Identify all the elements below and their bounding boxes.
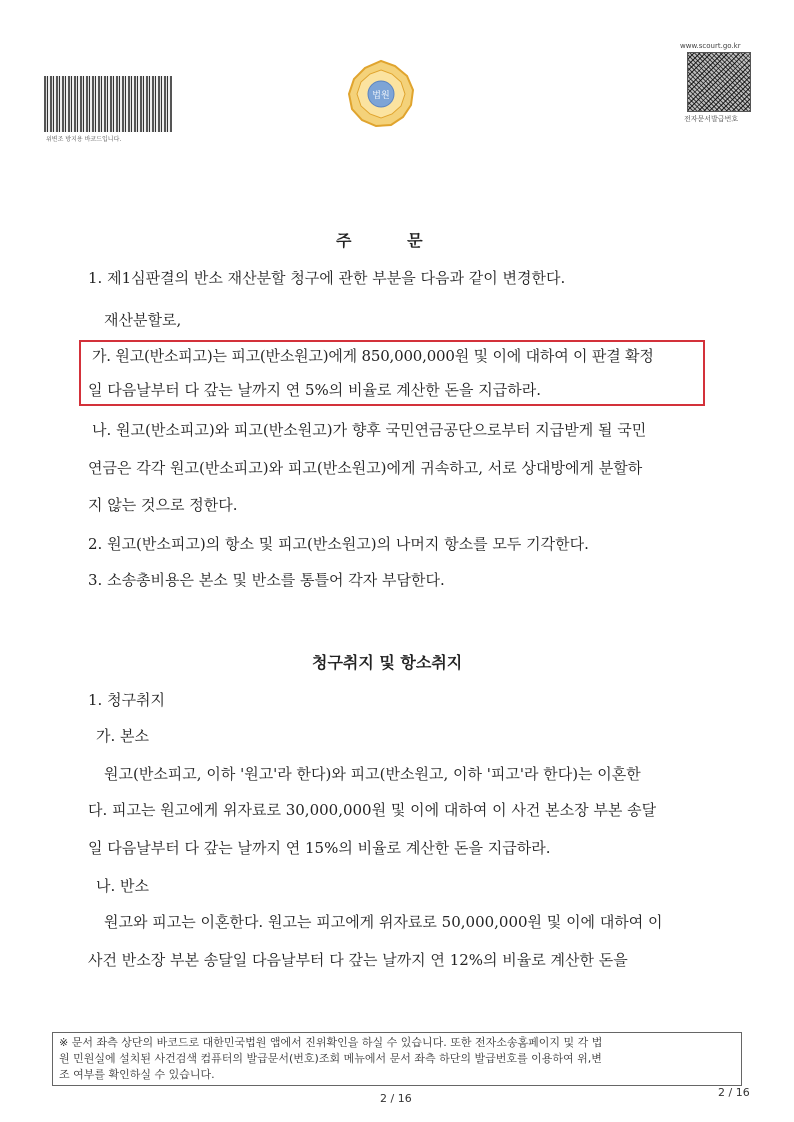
- ruling-line-3: 가. 원고(반소피고)는 피고(반소원고)에게 850,000,000원 및 이에 대하여 이 판결 확정: [92, 347, 654, 365]
- ruling-line-8: 2. 원고(반소피고)의 항소 및 피고(반소원고)의 나머지 항소를 모두 기각한다.: [88, 535, 589, 553]
- ruling-line-1: 1. 제1심판결의 반소 재산분할 청구에 관한 부분을 다음과 같이 변경한다.: [88, 269, 566, 287]
- ruling-line-4: 일 다음날부터 다 갚는 날까지 연 5%의 비율로 계산한 돈을 지급하라.: [88, 381, 541, 399]
- ruling-line-9: 3. 소송총비용은 본소 및 반소를 통틀어 각자 부담한다.: [88, 571, 445, 589]
- ruling-line-2: 재산분할로,: [104, 311, 182, 329]
- claims-line-7: 원고와 피고는 이혼한다. 원고는 피고에게 위자료로 50,000,000원 및 이에 대하여 이: [104, 913, 663, 931]
- seal-label: 법원: [372, 91, 390, 101]
- claims-line-4: 다. 피고는 원고에게 위자료로 30,000,000원 및 이에 대하여 이 사건 본소장 부본 송달: [88, 801, 657, 819]
- claims-line-2: 가. 본소: [96, 727, 150, 745]
- claims-line-5: 일 다음날부터 다 갚는 날까지 연 15%의 비율로 계산한 돈을 지급하라.: [88, 839, 551, 857]
- claims-line-6: 나. 반소: [96, 877, 150, 895]
- claims-line-3: 원고(반소피고, 이하 '원고'라 한다)와 피고(반소원고, 이하 '피고'라 한다)는 이혼한: [104, 765, 641, 783]
- qr-caption: 전자문서발급번호: [684, 115, 739, 123]
- verification-notice: [52, 1032, 742, 1086]
- page-number-center: 2 / 16: [380, 1092, 412, 1105]
- qr-code-image: [687, 52, 751, 112]
- ruling-line-5: 나. 원고(반소피고)와 피고(반소원고)가 향후 국민연금공단으로부터 지급받게 될 국민: [92, 421, 647, 439]
- ruling-line-7: 지 않는 것으로 정한다.: [88, 496, 238, 514]
- barcode-image: [44, 76, 172, 132]
- notice-line-3: 조 여부를 확인하실 수 있습니다.: [59, 1068, 215, 1081]
- court-seal-icon: [345, 58, 417, 130]
- claims-line-1: 1. 청구취지: [88, 691, 166, 709]
- notice-line-1: ※ 문서 좌측 상단의 바코드로 대한민국법원 앱에서 진위확인을 하실 수 있습니다. 또한 전자소송홈페이지 및 각 법: [59, 1036, 603, 1049]
- notice-line-2: 원 민원실에 설치된 사건검색 컴퓨터의 발급문서(번호)조회 메뉴에서 문서 좌측 하단의 발급번호를 이용하여 위,변: [59, 1052, 602, 1065]
- barcode-caption: 위변조 방지용 바코드입니다.: [46, 136, 122, 143]
- page-number-right: 2 / 16: [718, 1086, 750, 1099]
- claims-line-8: 사건 반소장 부본 송달일 다음날부터 다 갚는 날까지 연 12%의 비율로 계산한 돈을: [88, 951, 628, 969]
- ruling-title: 주 문: [336, 231, 423, 250]
- ruling-line-6: 연금은 각각 원고(반소피고)와 피고(반소원고)에게 귀속하고, 서로 상대방에게 분할하: [88, 459, 643, 477]
- claims-title: 청구취지 및 항소취지: [312, 653, 463, 672]
- qr-url: www.scourt.go.kr: [680, 42, 741, 50]
